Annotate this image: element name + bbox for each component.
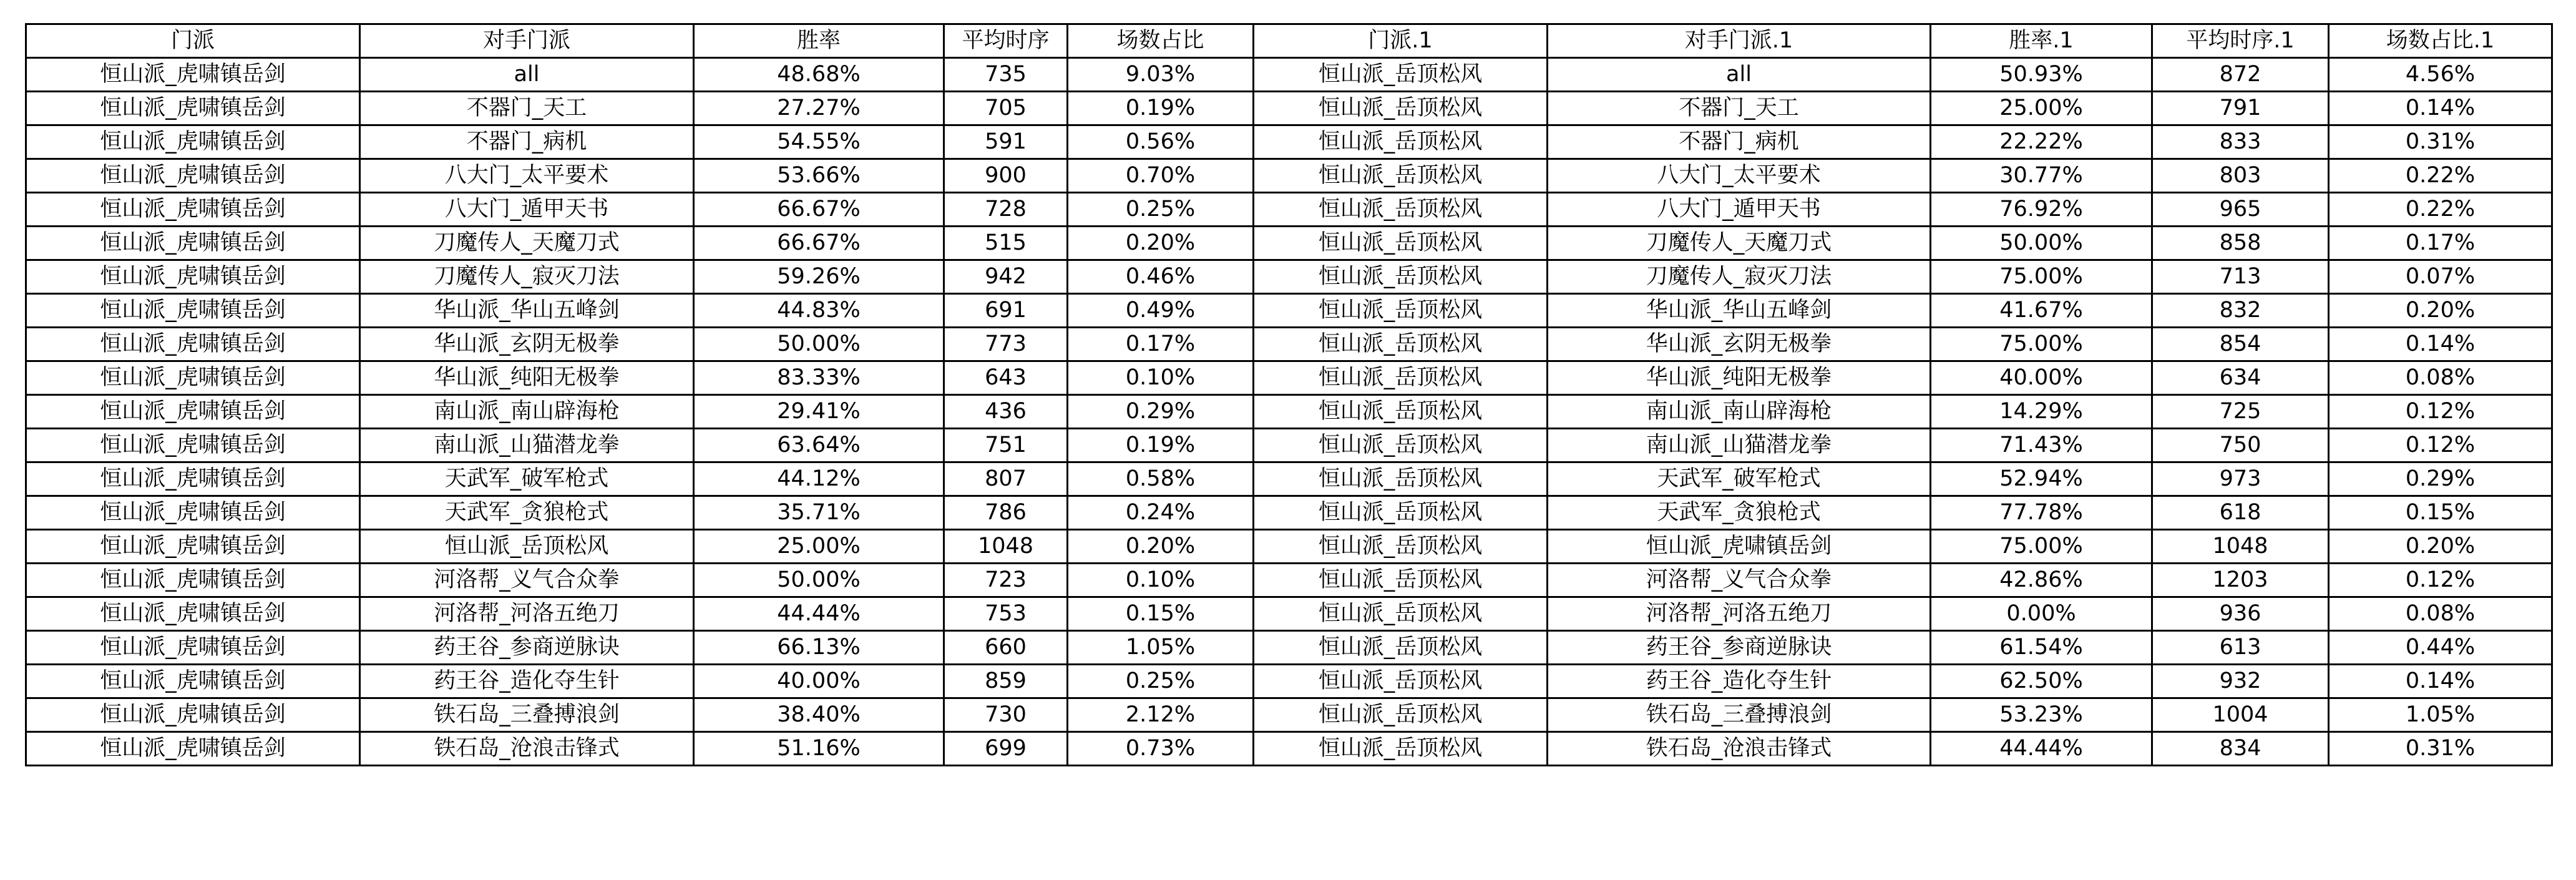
table-cell: 44.44%	[1931, 732, 2152, 766]
table-cell: 613	[2152, 631, 2329, 665]
table-row	[26, 395, 2552, 429]
table-cell: 0.12%	[2329, 429, 2552, 462]
table-cell: 63.64%	[694, 429, 944, 462]
header-cell: 门派.1	[1254, 24, 1548, 58]
header-cell: 对手门派	[360, 24, 694, 58]
table-cell: 南山派_南山辟海枪	[1548, 395, 1931, 429]
table-cell: 0.20%	[2329, 530, 2552, 564]
table-cell: 859	[944, 665, 1068, 698]
table-cell: 713	[2152, 260, 2329, 294]
table-cell: 恒山派_岳顶松风	[1254, 260, 1548, 294]
table-cell: 699	[944, 732, 1068, 766]
table-cell: 华山派_华山五峰剑	[1548, 294, 1931, 328]
table-cell: 0.29%	[2329, 462, 2552, 496]
table-cell: 0.31%	[2329, 125, 2552, 159]
table-cell: 25.00%	[694, 530, 944, 564]
table-cell: 恒山派_岳顶松风	[1254, 665, 1548, 698]
table-cell: 恒山派_岳顶松风	[1254, 92, 1548, 125]
table-cell: 恒山派_虎啸镇岳剑	[26, 260, 360, 294]
table-cell: 705	[944, 92, 1068, 125]
table-cell: 643	[944, 361, 1068, 395]
table-cell: 铁石岛_沧浪击锋式	[1548, 732, 1931, 766]
table-cell: 恒山派_虎啸镇岳剑	[26, 227, 360, 260]
table-cell: 药王谷_造化夺生针	[1548, 665, 1931, 698]
table-cell: 858	[2152, 227, 2329, 260]
table-cell: 833	[2152, 125, 2329, 159]
table-body	[26, 58, 2552, 766]
table-cell: 恒山派_虎啸镇岳剑	[26, 698, 360, 732]
table-cell: 恒山派_虎啸镇岳剑	[1548, 530, 1931, 564]
table-cell: 铁石岛_三叠搏浪剑	[1548, 698, 1931, 732]
table-cell: 932	[2152, 665, 2329, 698]
table-cell: 0.15%	[2329, 496, 2552, 530]
table-cell: 0.08%	[2329, 361, 2552, 395]
table-cell: 恒山派_岳顶松风	[1254, 227, 1548, 260]
table-cell: 0.14%	[2329, 328, 2552, 361]
table-cell: 刀魔传人_寂灭刀法	[1548, 260, 1931, 294]
table-cell: 75.00%	[1931, 328, 2152, 361]
table-cell: 25.00%	[1931, 92, 2152, 125]
table-cell: 华山派_纯阳无极拳	[360, 361, 694, 395]
table-cell: 515	[944, 227, 1068, 260]
table-cell: 83.33%	[694, 361, 944, 395]
table-cell: 恒山派_岳顶松风	[1254, 564, 1548, 597]
table-row	[26, 530, 2552, 564]
table-cell: 0.73%	[1068, 732, 1254, 766]
table-row	[26, 361, 2552, 395]
table-cell: all	[1548, 58, 1931, 92]
table-cell: 0.20%	[1068, 530, 1254, 564]
table-cell: 恒山派_岳顶松风	[1254, 159, 1548, 193]
table-cell: 66.67%	[694, 193, 944, 227]
table-cell: 50.00%	[694, 564, 944, 597]
table-cell: 药王谷_参商逆脉诀	[1548, 631, 1931, 665]
table-cell: 29.41%	[694, 395, 944, 429]
table-cell: 41.67%	[1931, 294, 2152, 328]
table-cell: 1.05%	[1068, 631, 1254, 665]
table-row	[26, 698, 2552, 732]
table-cell: 750	[2152, 429, 2329, 462]
table-cell: 八大门_遁甲天书	[360, 193, 694, 227]
table-cell: 0.25%	[1068, 665, 1254, 698]
table-row	[26, 125, 2552, 159]
table-cell: 773	[944, 328, 1068, 361]
table-cell: 不器门_天工	[1548, 92, 1931, 125]
table-cell: 恒山派_虎啸镇岳剑	[26, 294, 360, 328]
table-cell: 54.55%	[694, 125, 944, 159]
table-cell: 753	[944, 597, 1068, 631]
table-cell: 803	[2152, 159, 2329, 193]
table-cell: 61.54%	[1931, 631, 2152, 665]
table-cell: 天武军_破军枪式	[360, 462, 694, 496]
table-row	[26, 462, 2552, 496]
table-cell: 50.00%	[1931, 227, 2152, 260]
table-cell: 恒山派_虎啸镇岳剑	[26, 58, 360, 92]
table-cell: 66.67%	[694, 227, 944, 260]
table-cell: 华山派_华山五峰剑	[360, 294, 694, 328]
table-cell: 40.00%	[1931, 361, 2152, 395]
table-cell: 恒山派_虎啸镇岳剑	[26, 92, 360, 125]
table-cell: 51.16%	[694, 732, 944, 766]
header-row	[26, 24, 2552, 58]
table-cell: all	[360, 58, 694, 92]
table-cell: 河洛帮_义气合众拳	[360, 564, 694, 597]
table-cell: 铁石岛_沧浪击锋式	[360, 732, 694, 766]
table-cell: 35.71%	[694, 496, 944, 530]
table-cell: 不器门_天工	[360, 92, 694, 125]
table-cell: 1048	[944, 530, 1068, 564]
table-cell: 77.78%	[1931, 496, 2152, 530]
table-cell: 恒山派_岳顶松风	[1254, 732, 1548, 766]
table-cell: 恒山派_虎啸镇岳剑	[26, 462, 360, 496]
table-cell: 恒山派_虎啸镇岳剑	[26, 564, 360, 597]
table-cell: 75.00%	[1931, 260, 2152, 294]
table-row	[26, 564, 2552, 597]
table-cell: 973	[2152, 462, 2329, 496]
table-cell: 0.31%	[2329, 732, 2552, 766]
table-row	[26, 732, 2552, 766]
table-cell: 0.12%	[2329, 395, 2552, 429]
table-cell: 八大门_遁甲天书	[1548, 193, 1931, 227]
table-cell: 4.56%	[2329, 58, 2552, 92]
table-cell: 南山派_山猫潜龙拳	[360, 429, 694, 462]
table-cell: 38.40%	[694, 698, 944, 732]
table-cell: 14.29%	[1931, 395, 2152, 429]
table-row	[26, 328, 2552, 361]
table-cell: 1203	[2152, 564, 2329, 597]
table-cell: 71.43%	[1931, 429, 2152, 462]
table-cell: 436	[944, 395, 1068, 429]
table-cell: 0.10%	[1068, 361, 1254, 395]
table-cell: 0.24%	[1068, 496, 1254, 530]
table-cell: 728	[944, 193, 1068, 227]
table-cell: 刀魔传人_寂灭刀法	[360, 260, 694, 294]
table-cell: 恒山派_岳顶松风	[1254, 125, 1548, 159]
table-cell: 791	[2152, 92, 2329, 125]
table-cell: 22.22%	[1931, 125, 2152, 159]
table-cell: 660	[944, 631, 1068, 665]
table-cell: 832	[2152, 294, 2329, 328]
header-cell: 对手门派.1	[1548, 24, 1931, 58]
table-cell: 44.12%	[694, 462, 944, 496]
table-cell: 0.49%	[1068, 294, 1254, 328]
table-cell: 40.00%	[694, 665, 944, 698]
table-cell: 0.46%	[1068, 260, 1254, 294]
table-cell: 872	[2152, 58, 2329, 92]
table-row	[26, 92, 2552, 125]
table-cell: 药王谷_参商逆脉诀	[360, 631, 694, 665]
table-row	[26, 665, 2552, 698]
table-cell: 965	[2152, 193, 2329, 227]
table-cell: 53.66%	[694, 159, 944, 193]
table-cell: 936	[2152, 597, 2329, 631]
header-cell: 场数占比.1	[2329, 24, 2552, 58]
table-cell: 恒山派_岳顶松风	[1254, 361, 1548, 395]
table-cell: 华山派_纯阳无极拳	[1548, 361, 1931, 395]
table-row	[26, 597, 2552, 631]
table-cell: 0.07%	[2329, 260, 2552, 294]
table-cell: 0.00%	[1931, 597, 2152, 631]
table-cell: 恒山派_岳顶松风	[1254, 58, 1548, 92]
table-cell: 0.22%	[2329, 193, 2552, 227]
table-row	[26, 58, 2552, 92]
table-cell: 河洛帮_河洛五绝刀	[1548, 597, 1931, 631]
table-cell: 735	[944, 58, 1068, 92]
table-cell: 恒山派_虎啸镇岳剑	[26, 429, 360, 462]
table-cell: 华山派_玄阴无极拳	[1548, 328, 1931, 361]
table-cell: 恒山派_岳顶松风	[1254, 698, 1548, 732]
table-cell: 恒山派_岳顶松风	[1254, 597, 1548, 631]
table-cell: 0.44%	[2329, 631, 2552, 665]
table-row	[26, 631, 2552, 665]
table-cell: 恒山派_岳顶松风	[1254, 395, 1548, 429]
table-cell: 942	[944, 260, 1068, 294]
table-cell: 0.25%	[1068, 193, 1254, 227]
table-cell: 恒山派_岳顶松风	[1254, 294, 1548, 328]
table-row	[26, 496, 2552, 530]
table-cell: 618	[2152, 496, 2329, 530]
table-cell: 2.12%	[1068, 698, 1254, 732]
table-cell: 0.08%	[2329, 597, 2552, 631]
table-cell: 53.23%	[1931, 698, 2152, 732]
table-cell: 0.12%	[2329, 564, 2552, 597]
table-cell: 52.94%	[1931, 462, 2152, 496]
table-cell: 0.17%	[2329, 227, 2552, 260]
table-cell: 0.19%	[1068, 429, 1254, 462]
table-cell: 0.22%	[2329, 159, 2552, 193]
table-cell: 1048	[2152, 530, 2329, 564]
table-cell: 691	[944, 294, 1068, 328]
table-cell: 59.26%	[694, 260, 944, 294]
table-cell: 27.27%	[694, 92, 944, 125]
table-cell: 75.00%	[1931, 530, 2152, 564]
header-cell: 平均时序	[944, 24, 1068, 58]
table-cell: 0.70%	[1068, 159, 1254, 193]
table-cell: 不器门_病机	[360, 125, 694, 159]
table-cell: 刀魔传人_天魔刀式	[360, 227, 694, 260]
header-cell: 平均时序.1	[2152, 24, 2329, 58]
table-cell: 0.20%	[2329, 294, 2552, 328]
table-row	[26, 260, 2552, 294]
table-cell: 南山派_山猫潜龙拳	[1548, 429, 1931, 462]
table-cell: 30.77%	[1931, 159, 2152, 193]
table-cell: 0.14%	[2329, 665, 2552, 698]
table-cell: 786	[944, 496, 1068, 530]
table-cell: 八大门_太平要术	[1548, 159, 1931, 193]
table-cell: 恒山派_虎啸镇岳剑	[26, 732, 360, 766]
table-cell: 华山派_玄阴无极拳	[360, 328, 694, 361]
table-cell: 50.00%	[694, 328, 944, 361]
table-row	[26, 227, 2552, 260]
table-cell: 恒山派_虎啸镇岳剑	[26, 361, 360, 395]
table-row	[26, 159, 2552, 193]
table-cell: 恒山派_岳顶松风	[1254, 496, 1548, 530]
header-cell: 门派	[26, 24, 360, 58]
table-cell: 76.92%	[1931, 193, 2152, 227]
table-row	[26, 193, 2552, 227]
table-cell: 恒山派_岳顶松风	[1254, 631, 1548, 665]
table-cell: 恒山派_虎啸镇岳剑	[26, 159, 360, 193]
table-cell: 八大门_太平要术	[360, 159, 694, 193]
table-row	[26, 429, 2552, 462]
table-cell: 恒山派_虎啸镇岳剑	[26, 496, 360, 530]
table-cell: 恒山派_岳顶松风	[1254, 328, 1548, 361]
table-cell: 恒山派_岳顶松风	[1254, 429, 1548, 462]
table-cell: 不器门_病机	[1548, 125, 1931, 159]
table-cell: 河洛帮_河洛五绝刀	[360, 597, 694, 631]
table-cell: 恒山派_虎啸镇岳剑	[26, 597, 360, 631]
table-cell: 恒山派_岳顶松风	[1254, 193, 1548, 227]
table-cell: 900	[944, 159, 1068, 193]
table-row	[26, 294, 2552, 328]
table-cell: 42.86%	[1931, 564, 2152, 597]
table-cell: 天武军_贪狼枪式	[1548, 496, 1931, 530]
table-cell: 恒山派_岳顶松风	[1254, 530, 1548, 564]
table-cell: 634	[2152, 361, 2329, 395]
data-table	[25, 23, 2553, 766]
table-cell: 0.58%	[1068, 462, 1254, 496]
table-cell: 62.50%	[1931, 665, 2152, 698]
table-cell: 1.05%	[2329, 698, 2552, 732]
table-cell: 0.20%	[1068, 227, 1254, 260]
table-cell: 0.56%	[1068, 125, 1254, 159]
table-cell: 807	[944, 462, 1068, 496]
table-cell: 723	[944, 564, 1068, 597]
table-cell: 854	[2152, 328, 2329, 361]
table-cell: 730	[944, 698, 1068, 732]
table-cell: 66.13%	[694, 631, 944, 665]
table-cell: 恒山派_虎啸镇岳剑	[26, 193, 360, 227]
table-header	[26, 24, 2552, 58]
header-cell: 胜率	[694, 24, 944, 58]
table-cell: 铁石岛_三叠搏浪剑	[360, 698, 694, 732]
table-cell: 恒山派_虎啸镇岳剑	[26, 631, 360, 665]
table-cell: 834	[2152, 732, 2329, 766]
table-cell: 0.10%	[1068, 564, 1254, 597]
table-cell: 恒山派_虎啸镇岳剑	[26, 125, 360, 159]
table-cell: 恒山派_虎啸镇岳剑	[26, 395, 360, 429]
table-cell: 1004	[2152, 698, 2329, 732]
table-cell: 48.68%	[694, 58, 944, 92]
table-cell: 恒山派_虎啸镇岳剑	[26, 328, 360, 361]
table-cell: 725	[2152, 395, 2329, 429]
table-cell: 天武军_贪狼枪式	[360, 496, 694, 530]
table-cell: 0.15%	[1068, 597, 1254, 631]
table-cell: 河洛帮_义气合众拳	[1548, 564, 1931, 597]
header-cell: 胜率.1	[1931, 24, 2152, 58]
table-cell: 44.83%	[694, 294, 944, 328]
table-cell: 恒山派_岳顶松风	[360, 530, 694, 564]
table-cell: 751	[944, 429, 1068, 462]
table-cell: 9.03%	[1068, 58, 1254, 92]
table-cell: 刀魔传人_天魔刀式	[1548, 227, 1931, 260]
table-cell: 44.44%	[694, 597, 944, 631]
table-cell: 0.17%	[1068, 328, 1254, 361]
table-cell: 南山派_南山辟海枪	[360, 395, 694, 429]
table-cell: 50.93%	[1931, 58, 2152, 92]
table-cell: 恒山派_虎啸镇岳剑	[26, 665, 360, 698]
table-cell: 0.19%	[1068, 92, 1254, 125]
table-cell: 天武军_破军枪式	[1548, 462, 1931, 496]
table-cell: 0.14%	[2329, 92, 2552, 125]
table-cell: 591	[944, 125, 1068, 159]
table-cell: 恒山派_岳顶松风	[1254, 462, 1548, 496]
table-cell: 恒山派_虎啸镇岳剑	[26, 530, 360, 564]
table-cell: 药王谷_造化夺生针	[360, 665, 694, 698]
header-cell: 场数占比	[1068, 24, 1254, 58]
table-cell: 0.29%	[1068, 395, 1254, 429]
